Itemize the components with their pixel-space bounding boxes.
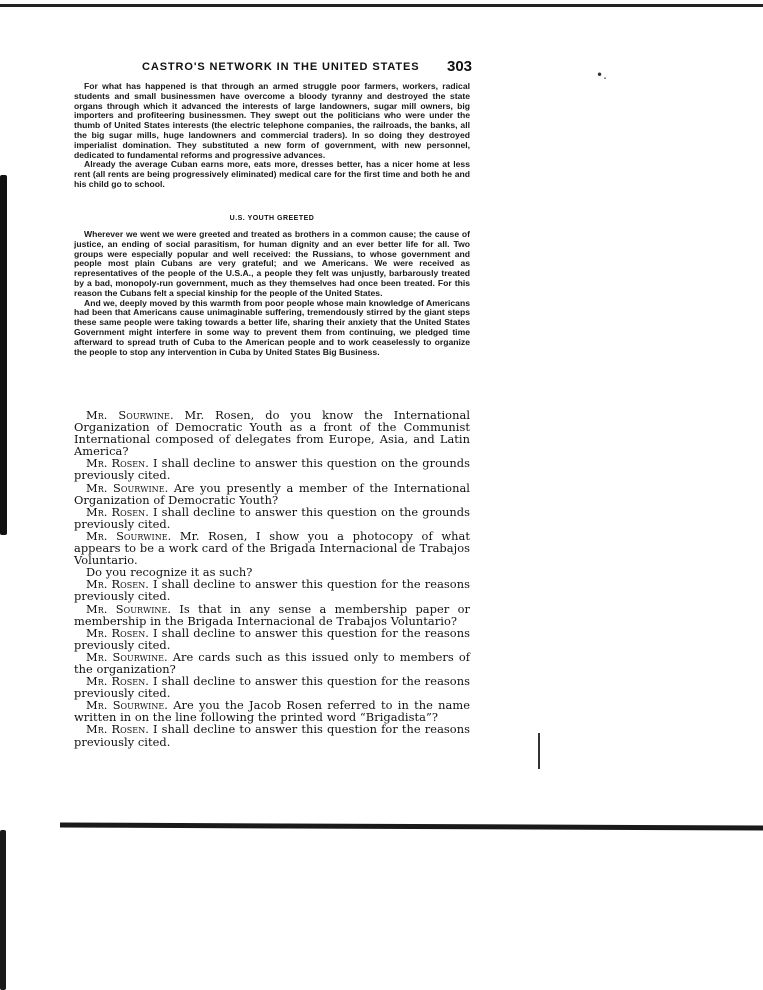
testimony-paragraph bbox=[74, 530, 470, 566]
testimony-text: Mr. Rosen, I show you a photocopy of what appears to be a work card of the Brigada Internacional de Trabajos Voluntario. bbox=[74, 528, 470, 568]
testimony-paragraph bbox=[74, 675, 470, 699]
testimony-text: I shall decline to answer this question for the reasons previously cited. bbox=[74, 625, 470, 652]
testimony-text: I shall decline to answer this question for the reasons previously cited. bbox=[74, 674, 470, 701]
quote-paragraph: For what has happened is that through an armed struggle poor farmers, workers, radical students and small businessmen have overcome a bloody tyranny and destroyed the state organs through which it advanced the interests of large landowners, sugar mill owners, big importers and profiteering businessmen. They swept out the politicians who were under the thumb of United States interests (the electric telephone companies, the railroads, the banks, all the big sugar mills, huge landowners and commercial traders). In so doing they destroyed imperialist domination. They substituted a new form of government, with new personnel, dedicated to fundamental reforms and progressive advances. bbox=[74, 81, 470, 160]
scan-top-edge bbox=[0, 4, 763, 7]
quote-paragraph: Wherever we went we were greeted and treated as brothers in a common cause; the cause of justice, an ending of social parasitism, for human dignity and an ever better life for all. Two groups were especially popular and well received: the Russians, to whose government and people most plain Cubans are very grateful; and we Americans. We were received as representatives of the people of the U.S.A., a people they felt was unjustly, barbarously treated by a bad, monopoly-run government, much as they themselves had once been treated. For this reason the Cubans felt a special kinship for the people of the United States. bbox=[74, 229, 470, 298]
speaker-name: Mr. Rosen. bbox=[86, 674, 149, 689]
testimony-paragraph bbox=[74, 651, 470, 675]
testimony-text: Is that in any sense a membership paper or membership in the Brigada Internacional de Trabajos Voluntario? bbox=[74, 601, 470, 628]
testimony-paragraph bbox=[74, 409, 470, 457]
testimony-paragraph bbox=[74, 457, 470, 481]
page-number: 303 bbox=[447, 58, 473, 75]
speaker-name: Mr. Sourwine. bbox=[86, 698, 168, 713]
testimony-paragraph bbox=[74, 506, 470, 530]
speaker-name: Mr. Sourwine. bbox=[86, 649, 168, 664]
running-title: CASTRO'S NETWORK IN THE UNITED STATES bbox=[142, 61, 420, 73]
testimony-text: Are you presently a member of the International Organization of Democratic Youth? bbox=[74, 480, 470, 507]
speaker-name: Mr. Sourwine. bbox=[86, 601, 172, 616]
speaker-name: Mr. Sourwine. bbox=[86, 480, 169, 495]
testimony-text: I shall decline to answer this question for the reasons previously cited. bbox=[74, 577, 470, 604]
scan-left-shadow-lower bbox=[0, 830, 6, 990]
testimony-text: Do you recognize it as such? bbox=[86, 565, 253, 580]
speaker-name: Mr. Sourwine. bbox=[86, 528, 172, 543]
speaker-name: Mr. Sourwine. bbox=[86, 408, 174, 422]
speaker-name: Mr. Rosen. bbox=[86, 456, 149, 471]
testimony-paragraph bbox=[74, 578, 470, 602]
quote-paragraph: Already the average Cuban earns more, eats more, dresses better, has a nicer home at less rent (all rents are being progressively eliminated) medical care for the first time and both he and his child go to school. bbox=[74, 159, 470, 189]
speaker-name: Mr. Rosen. bbox=[86, 625, 149, 640]
testimony-paragraph bbox=[74, 699, 470, 723]
running-header bbox=[142, 58, 472, 76]
testimony-paragraph bbox=[74, 603, 470, 627]
testimony-paragraph bbox=[74, 723, 470, 747]
testimony-text: Are you the Jacob Rosen referred to in the name written in on the line following the printed word “Brigadista”? bbox=[74, 698, 470, 725]
scan-speck: •. bbox=[596, 68, 607, 82]
scan-margin-mark bbox=[538, 733, 540, 769]
speaker-name: Mr. Rosen. bbox=[86, 504, 149, 519]
speaker-name: Mr. Rosen. bbox=[86, 577, 149, 592]
quote-paragraph: And we, deeply moved by this warmth from poor people whose main knowledge of Americans had been that Americans cause unimaginable suffering, tremendously stirred by the giant steps these same people were taking towards a better life, sharing their anxiety that the United States Government might interfere in some way to prevent them from continuing, we pledged time afterward to spread truth of Cuba to the American people and to work ceaselessly to organize the people to stop any intervention in Cuba by United States Big Business. bbox=[74, 297, 470, 357]
scan-left-shadow bbox=[0, 175, 7, 535]
testimony-text: Mr. Rosen, do you know the International Organization of Democratic Youth as a front of the Communist International composed of delegates from Europe, Asia, and Latin America? bbox=[74, 408, 471, 459]
testimony-paragraph bbox=[74, 482, 470, 506]
scan-page-fold-line bbox=[60, 822, 763, 830]
testimony-paragraph bbox=[74, 627, 470, 651]
quoted-passage-2 bbox=[74, 230, 470, 357]
testimony-text: I shall decline to answer this question for the reasons previously cited. bbox=[74, 722, 470, 749]
quoted-passage-1 bbox=[74, 82, 470, 190]
testimony-text: Are cards such as this issued only to members of the organization? bbox=[74, 649, 471, 676]
testimony-text: I shall decline to answer this question on the grounds previously cited. bbox=[74, 456, 470, 483]
section-subheading: U.S. YOUTH GREETED bbox=[229, 215, 315, 222]
hearing-testimony bbox=[74, 409, 470, 748]
speaker-name: Mr. Rosen. bbox=[86, 722, 149, 737]
testimony-text: I shall decline to answer this question on the grounds previously cited. bbox=[74, 504, 470, 531]
